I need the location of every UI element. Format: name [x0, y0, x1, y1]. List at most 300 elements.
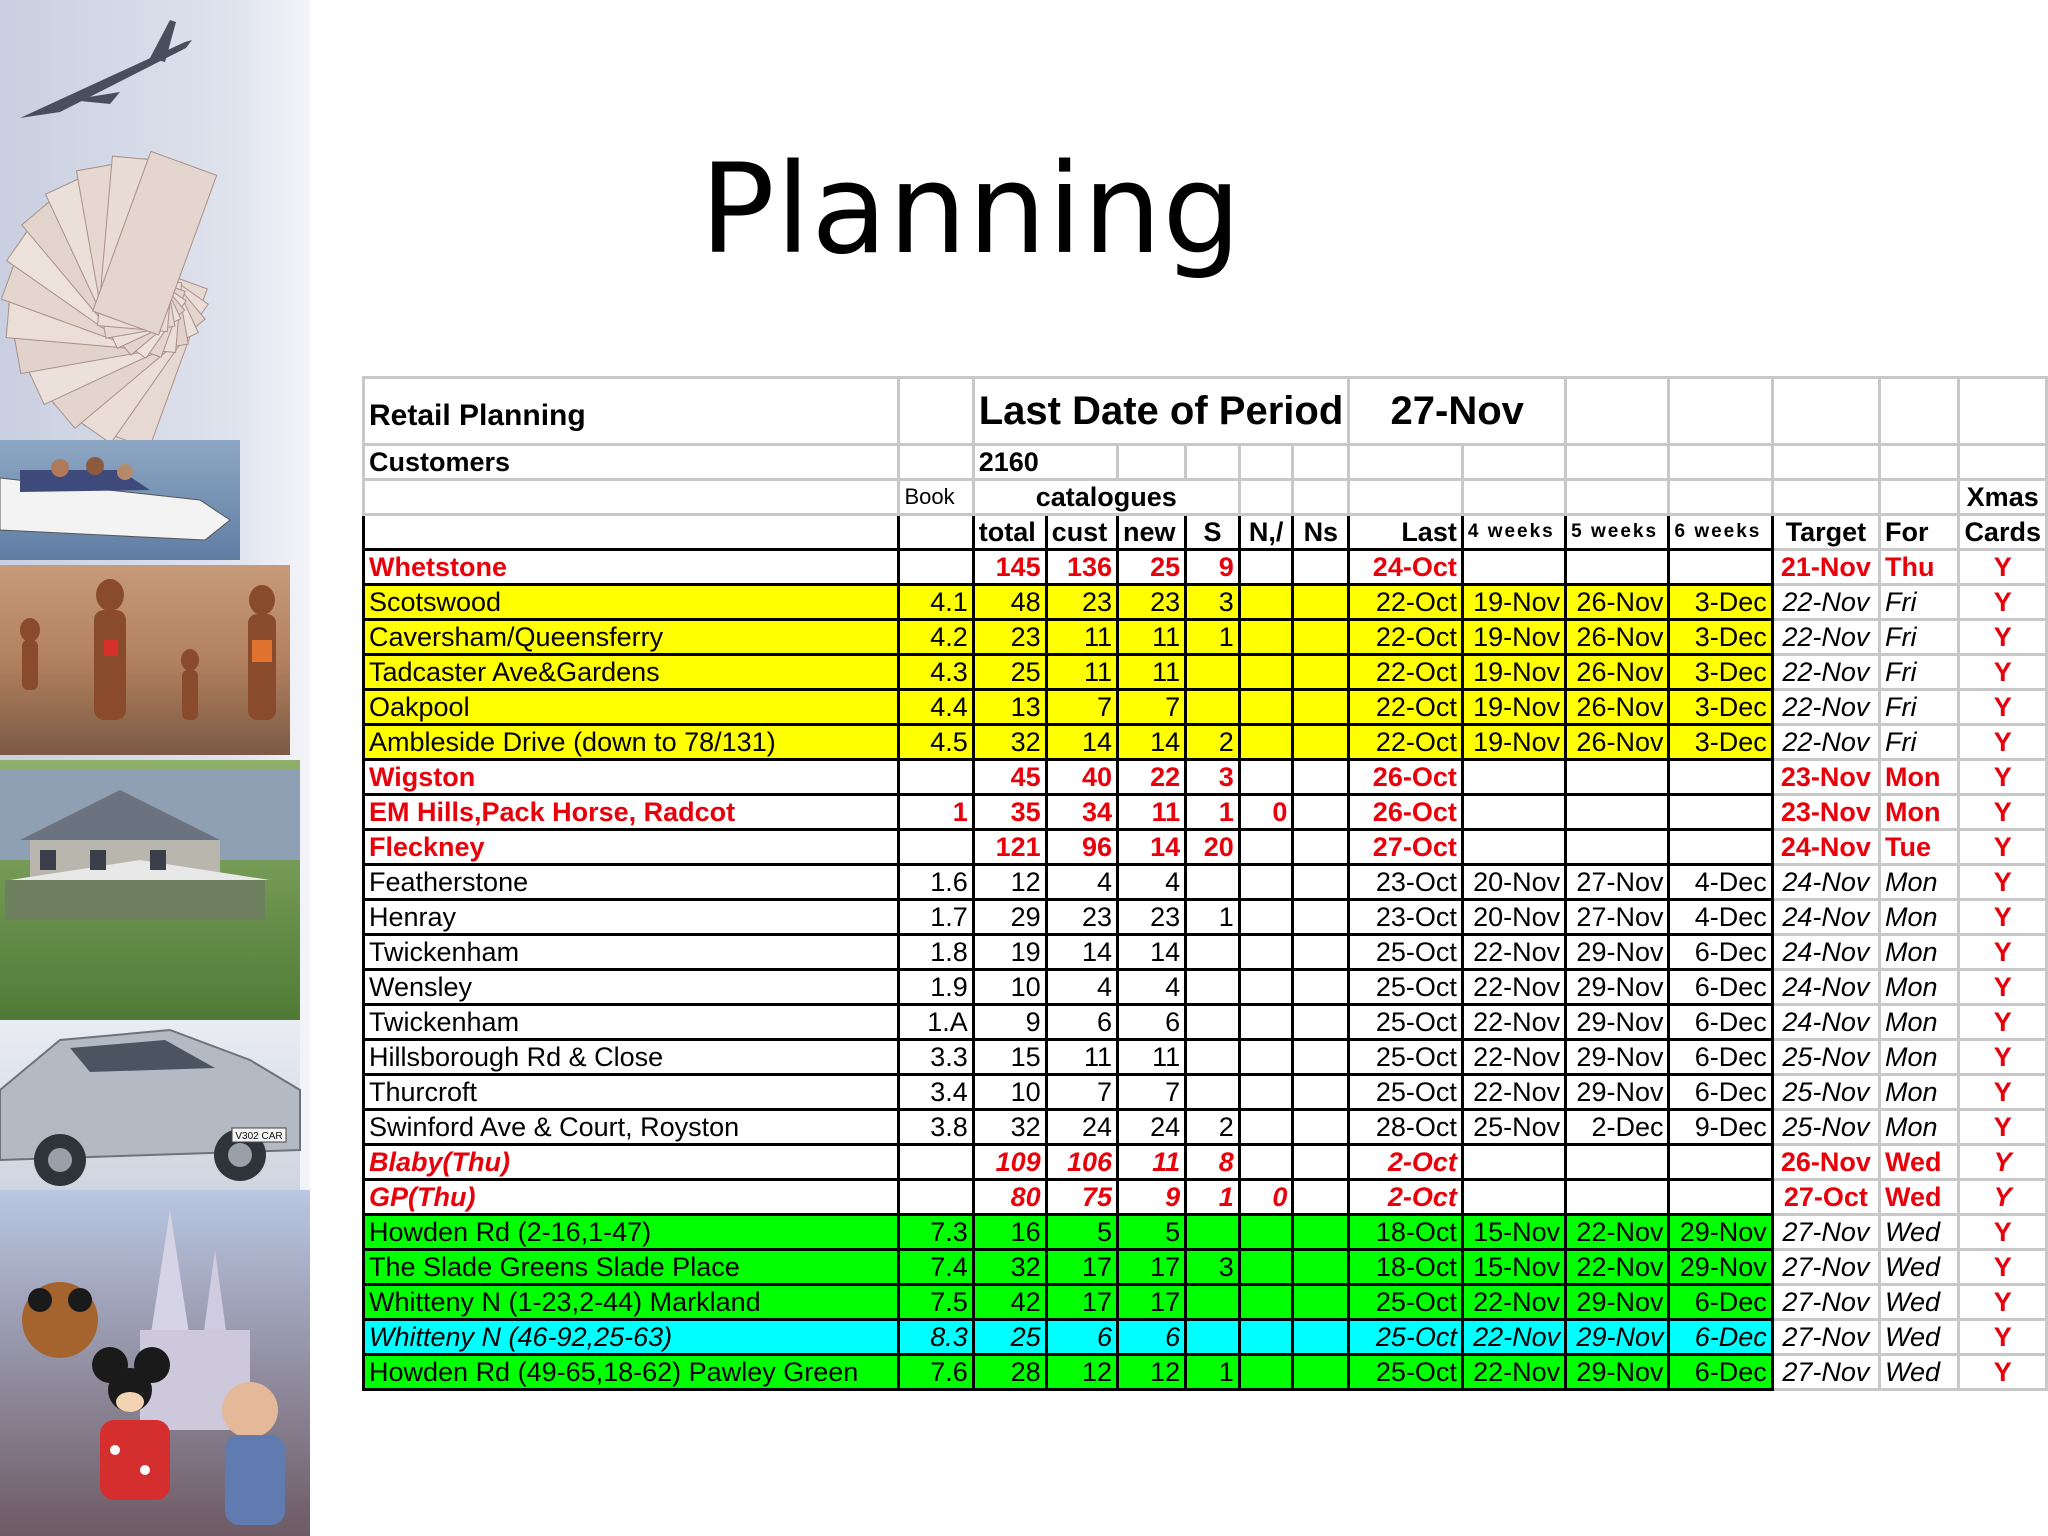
- col-new: new: [1118, 515, 1186, 550]
- table-row: [364, 1320, 2047, 1355]
- row-last: 27-Oct: [1349, 830, 1463, 865]
- row-xmas: Y: [1959, 1285, 2047, 1320]
- row-target: 27-Nov: [1772, 1320, 1879, 1355]
- row-ns: [1293, 1250, 1349, 1285]
- row-name: Whitteny N (46-92,25-63): [364, 1320, 899, 1355]
- row-n: [1239, 865, 1293, 900]
- row-6-weeks: 3-Dec: [1669, 585, 1772, 620]
- table-row: [364, 1110, 2047, 1145]
- row-ns: [1293, 865, 1349, 900]
- row-s: 1: [1186, 1355, 1240, 1390]
- row-last: 26-Oct: [1349, 795, 1463, 830]
- row-6-weeks: 9-Dec: [1669, 1110, 1772, 1145]
- row-book: 4.4: [899, 690, 973, 725]
- table-row: [364, 935, 2047, 970]
- table-row: [364, 900, 2047, 935]
- row-new: 6: [1118, 1320, 1186, 1355]
- row-xmas: Y: [1959, 655, 2047, 690]
- row-4-weeks: [1462, 795, 1565, 830]
- row-book: 7.6: [899, 1355, 973, 1390]
- row-xmas: Y: [1959, 1180, 2047, 1215]
- row-name: Hillsborough Rd & Close: [364, 1040, 899, 1075]
- row-name: Fleckney: [364, 830, 899, 865]
- row-cust: 40: [1046, 760, 1117, 795]
- row-xmas: Y: [1959, 795, 2047, 830]
- row-n: [1239, 1285, 1293, 1320]
- row-day: Wed: [1879, 1320, 1958, 1355]
- row-xmas: Y: [1959, 1005, 2047, 1040]
- row-total: 25: [973, 655, 1046, 690]
- row-5-weeks: 26-Nov: [1566, 725, 1669, 760]
- row-4-weeks: 20-Nov: [1462, 900, 1565, 935]
- row-4-weeks: [1462, 830, 1565, 865]
- row-total: 13: [973, 690, 1046, 725]
- row-xmas: Y: [1959, 620, 2047, 655]
- row-day: Mon: [1879, 935, 1958, 970]
- row-5-weeks: 29-Nov: [1566, 935, 1669, 970]
- row-name: Ambleside Drive (down to 78/131): [364, 725, 899, 760]
- row-cust: 6: [1046, 1005, 1117, 1040]
- row-last: 25-Oct: [1349, 935, 1463, 970]
- row-4-weeks: 19-Nov: [1462, 655, 1565, 690]
- row-n: [1239, 830, 1293, 865]
- row-target: 27-Nov: [1772, 1215, 1879, 1250]
- row-4-weeks: [1462, 550, 1565, 585]
- row-xmas: Y: [1959, 550, 2047, 585]
- row-last: 25-Oct: [1349, 1075, 1463, 1110]
- row-total: 45: [973, 760, 1046, 795]
- row-book: 1.6: [899, 865, 973, 900]
- row-s: [1186, 1040, 1240, 1075]
- row-xmas: Y: [1959, 970, 2047, 1005]
- col-for: For: [1879, 515, 1958, 550]
- row-target: 22-Nov: [1772, 725, 1879, 760]
- row-cust: 17: [1046, 1250, 1117, 1285]
- col-last: Last: [1349, 515, 1463, 550]
- row-xmas: Y: [1959, 760, 2047, 795]
- col-n: N,/: [1239, 515, 1293, 550]
- row-book: 1.8: [899, 935, 973, 970]
- row-total: 48: [973, 585, 1046, 620]
- row-cust: 11: [1046, 1040, 1117, 1075]
- row-new: 24: [1118, 1110, 1186, 1145]
- row-total: 25: [973, 1320, 1046, 1355]
- row-last: 25-Oct: [1349, 970, 1463, 1005]
- table-row: [364, 1145, 2047, 1180]
- row-s: 20: [1186, 830, 1240, 865]
- row-name: Wigston: [364, 760, 899, 795]
- row-4-weeks: 22-Nov: [1462, 970, 1565, 1005]
- row-book: 1.7: [899, 900, 973, 935]
- row-n: [1239, 550, 1293, 585]
- row-new: 17: [1118, 1285, 1186, 1320]
- row-s: [1186, 1075, 1240, 1110]
- row-6-weeks: 6-Dec: [1669, 1285, 1772, 1320]
- row-n: [1239, 1005, 1293, 1040]
- row-day: Fri: [1879, 620, 1958, 655]
- row-ns: [1293, 1145, 1349, 1180]
- row-new: 4: [1118, 865, 1186, 900]
- row-new: 9: [1118, 1180, 1186, 1215]
- row-name: Swinford Ave & Court, Royston: [364, 1110, 899, 1145]
- row-s: 2: [1186, 1110, 1240, 1145]
- row-ns: [1293, 795, 1349, 830]
- row-name: Whetstone: [364, 550, 899, 585]
- row-s: [1186, 1285, 1240, 1320]
- row-day: Mon: [1879, 1040, 1958, 1075]
- row-4-weeks: 25-Nov: [1462, 1110, 1565, 1145]
- row-last: 26-Oct: [1349, 760, 1463, 795]
- row-5-weeks: 29-Nov: [1566, 1355, 1669, 1390]
- row-s: 1: [1186, 1180, 1240, 1215]
- row-4-weeks: 22-Nov: [1462, 1320, 1565, 1355]
- row-n: [1239, 1320, 1293, 1355]
- row-last: 25-Oct: [1349, 1320, 1463, 1355]
- row-last: 25-Oct: [1349, 1285, 1463, 1320]
- table-row: [364, 620, 2047, 655]
- row-4-weeks: 15-Nov: [1462, 1215, 1565, 1250]
- row-s: [1186, 865, 1240, 900]
- row-6-weeks: 3-Dec: [1669, 690, 1772, 725]
- row-6-weeks: 6-Dec: [1669, 1005, 1772, 1040]
- row-s: [1186, 1320, 1240, 1355]
- row-target: 27-Oct: [1772, 1180, 1879, 1215]
- row-book: 8.3: [899, 1320, 973, 1355]
- row-name: Wensley: [364, 970, 899, 1005]
- row-book: 7.3: [899, 1215, 973, 1250]
- row-name: Howden Rd (49-65,18-62) Pawley Green: [364, 1355, 899, 1390]
- row-s: 9: [1186, 550, 1240, 585]
- col-5-weeks: 5 weeks: [1566, 515, 1669, 550]
- row-total: 109: [973, 1145, 1046, 1180]
- row-new: 22: [1118, 760, 1186, 795]
- row-day: Tue: [1879, 830, 1958, 865]
- row-xmas: Y: [1959, 1355, 2047, 1390]
- row-xmas: Y: [1959, 1040, 2047, 1075]
- row-ns: [1293, 1180, 1349, 1215]
- row-4-weeks: 22-Nov: [1462, 1005, 1565, 1040]
- row-target: 22-Nov: [1772, 620, 1879, 655]
- row-ns: [1293, 620, 1349, 655]
- row-day: Fri: [1879, 585, 1958, 620]
- row-new: 7: [1118, 690, 1186, 725]
- row-cust: 14: [1046, 725, 1117, 760]
- row-ns: [1293, 655, 1349, 690]
- row-last: 2-Oct: [1349, 1180, 1463, 1215]
- row-book: [899, 760, 973, 795]
- row-last: 25-Oct: [1349, 1040, 1463, 1075]
- row-new: 11: [1118, 1145, 1186, 1180]
- row-target: 24-Nov: [1772, 1005, 1879, 1040]
- row-total: 32: [973, 1110, 1046, 1145]
- row-total: 28: [973, 1355, 1046, 1390]
- row-cust: 5: [1046, 1215, 1117, 1250]
- row-n: [1239, 1215, 1293, 1250]
- row-target: 24-Nov: [1772, 865, 1879, 900]
- row-4-weeks: 19-Nov: [1462, 620, 1565, 655]
- row-xmas: Y: [1959, 865, 2047, 900]
- row-6-weeks: 3-Dec: [1669, 725, 1772, 760]
- table-row: [364, 1180, 2047, 1215]
- table-row: [364, 1250, 2047, 1285]
- row-target: 22-Nov: [1772, 585, 1879, 620]
- row-total: 121: [973, 830, 1046, 865]
- row-cust: 11: [1046, 655, 1117, 690]
- row-book: 1.9: [899, 970, 973, 1005]
- row-new: 23: [1118, 585, 1186, 620]
- row-ns: [1293, 1285, 1349, 1320]
- row-ns: [1293, 1075, 1349, 1110]
- row-total: 80: [973, 1180, 1046, 1215]
- row-n: [1239, 1250, 1293, 1285]
- row-total: 32: [973, 1250, 1046, 1285]
- row-last: 18-Oct: [1349, 1250, 1463, 1285]
- row-cust: 24: [1046, 1110, 1117, 1145]
- table-row: [364, 865, 2047, 900]
- row-cust: 11: [1046, 620, 1117, 655]
- country-house: [0, 770, 300, 920]
- row-day: Fri: [1879, 690, 1958, 725]
- row-day: Mon: [1879, 1075, 1958, 1110]
- row-5-weeks: [1566, 1145, 1669, 1180]
- row-ns: [1293, 1215, 1349, 1250]
- row-4-weeks: 19-Nov: [1462, 690, 1565, 725]
- row-book: [899, 1145, 973, 1180]
- col-target: Target: [1772, 515, 1879, 550]
- row-ns: [1293, 970, 1349, 1005]
- row-last: 22-Oct: [1349, 620, 1463, 655]
- row-new: 14: [1118, 725, 1186, 760]
- row-target: 23-Nov: [1772, 760, 1879, 795]
- row-day: Mon: [1879, 1110, 1958, 1145]
- row-n: [1239, 1040, 1293, 1075]
- row-cust: 7: [1046, 690, 1117, 725]
- row-5-weeks: [1566, 795, 1669, 830]
- row-new: 6: [1118, 1005, 1186, 1040]
- row-ns: [1293, 1320, 1349, 1355]
- row-n: [1239, 900, 1293, 935]
- col-cust: cust: [1046, 515, 1117, 550]
- row-s: 3: [1186, 585, 1240, 620]
- row-n: [1239, 725, 1293, 760]
- row-xmas: Y: [1959, 900, 2047, 935]
- row-book: 1: [899, 795, 973, 830]
- table-row: [364, 1075, 2047, 1110]
- row-cust: 23: [1046, 585, 1117, 620]
- row-name: Featherstone: [364, 865, 899, 900]
- row-xmas: Y: [1959, 585, 2047, 620]
- page-title: Planning: [700, 138, 1243, 282]
- row-xmas: Y: [1959, 1320, 2047, 1355]
- row-5-weeks: 22-Nov: [1566, 1215, 1669, 1250]
- row-6-weeks: 29-Nov: [1669, 1250, 1772, 1285]
- row-4-weeks: [1462, 1145, 1565, 1180]
- row-last: 22-Oct: [1349, 585, 1463, 620]
- row-ns: [1293, 760, 1349, 795]
- row-target: 25-Nov: [1772, 1110, 1879, 1145]
- row-n: [1239, 585, 1293, 620]
- row-target: 25-Nov: [1772, 1040, 1879, 1075]
- row-cust: 75: [1046, 1180, 1117, 1215]
- table-row: [364, 1355, 2047, 1390]
- row-total: 9: [973, 1005, 1046, 1040]
- row-s: 3: [1186, 760, 1240, 795]
- table-row: [364, 1215, 2047, 1250]
- row-book: 4.2: [899, 620, 973, 655]
- row-4-weeks: 22-Nov: [1462, 935, 1565, 970]
- row-new: 7: [1118, 1075, 1186, 1110]
- row-target: 26-Nov: [1772, 1145, 1879, 1180]
- row-target: 23-Nov: [1772, 795, 1879, 830]
- row-5-weeks: 27-Nov: [1566, 865, 1669, 900]
- row-new: 12: [1118, 1355, 1186, 1390]
- row-cust: 136: [1046, 550, 1117, 585]
- row-6-weeks: 4-Dec: [1669, 865, 1772, 900]
- table-row: [364, 830, 2047, 865]
- table-row: [364, 585, 2047, 620]
- row-4-weeks: 15-Nov: [1462, 1250, 1565, 1285]
- row-xmas: Y: [1959, 725, 2047, 760]
- row-6-weeks: [1669, 760, 1772, 795]
- row-name: The Slade Greens Slade Place: [364, 1250, 899, 1285]
- header-row-3: [364, 480, 2047, 515]
- table-row: [364, 1285, 2047, 1320]
- row-book: 4.3: [899, 655, 973, 690]
- row-book: 7.4: [899, 1250, 973, 1285]
- row-n: [1239, 620, 1293, 655]
- row-new: 14: [1118, 935, 1186, 970]
- period-value: 27-Nov: [1349, 378, 1566, 445]
- row-day: Mon: [1879, 900, 1958, 935]
- row-book: 4.1: [899, 585, 973, 620]
- row-5-weeks: [1566, 760, 1669, 795]
- row-target: 21-Nov: [1772, 550, 1879, 585]
- row-name: Thurcroft: [364, 1075, 899, 1110]
- row-target: 24-Nov: [1772, 935, 1879, 970]
- row-5-weeks: 26-Nov: [1566, 620, 1669, 655]
- table-row: [364, 1005, 2047, 1040]
- row-last: 28-Oct: [1349, 1110, 1463, 1145]
- row-target: 22-Nov: [1772, 655, 1879, 690]
- row-day: Wed: [1879, 1285, 1958, 1320]
- beach: [0, 565, 290, 755]
- row-new: 5: [1118, 1215, 1186, 1250]
- row-6-weeks: [1669, 1145, 1772, 1180]
- period-label: Last Date of Period: [973, 378, 1349, 445]
- table-row: [364, 760, 2047, 795]
- row-6-weeks: 6-Dec: [1669, 1075, 1772, 1110]
- row-name: Tadcaster Ave&Gardens: [364, 655, 899, 690]
- row-book: 4.5: [899, 725, 973, 760]
- row-4-weeks: [1462, 760, 1565, 795]
- row-cust: 34: [1046, 795, 1117, 830]
- row-5-weeks: 26-Nov: [1566, 585, 1669, 620]
- row-total: 35: [973, 795, 1046, 830]
- row-ns: [1293, 935, 1349, 970]
- row-cust: 14: [1046, 935, 1117, 970]
- row-4-weeks: 20-Nov: [1462, 865, 1565, 900]
- row-5-weeks: 29-Nov: [1566, 970, 1669, 1005]
- row-new: 23: [1118, 900, 1186, 935]
- table-row: [364, 795, 2047, 830]
- row-last: 24-Oct: [1349, 550, 1463, 585]
- row-total: 12: [973, 865, 1046, 900]
- row-ns: [1293, 550, 1349, 585]
- row-book: 3.4: [899, 1075, 973, 1110]
- row-n: [1239, 1145, 1293, 1180]
- row-day: Mon: [1879, 1005, 1958, 1040]
- row-book: 1.A: [899, 1005, 973, 1040]
- row-s: 1: [1186, 620, 1240, 655]
- col-ns: Ns: [1293, 515, 1349, 550]
- row-4-weeks: 19-Nov: [1462, 725, 1565, 760]
- row-total: 145: [973, 550, 1046, 585]
- col-6-weeks: 6 weeks: [1669, 515, 1772, 550]
- row-5-weeks: 29-Nov: [1566, 1320, 1669, 1355]
- row-6-weeks: 29-Nov: [1669, 1215, 1772, 1250]
- row-s: 1: [1186, 795, 1240, 830]
- row-total: 29: [973, 900, 1046, 935]
- row-s: [1186, 970, 1240, 1005]
- row-4-weeks: 22-Nov: [1462, 1075, 1565, 1110]
- row-name: Henray: [364, 900, 899, 935]
- row-book: [899, 1180, 973, 1215]
- row-book: 3.3: [899, 1040, 973, 1075]
- row-total: 16: [973, 1215, 1046, 1250]
- row-total: 32: [973, 725, 1046, 760]
- row-6-weeks: 6-Dec: [1669, 935, 1772, 970]
- row-5-weeks: 22-Nov: [1566, 1250, 1669, 1285]
- row-ns: [1293, 1110, 1349, 1145]
- row-name: Caversham/Queensferry: [364, 620, 899, 655]
- row-n: [1239, 1075, 1293, 1110]
- col-4-weeks: 4 weeks: [1462, 515, 1565, 550]
- row-cust: 23: [1046, 900, 1117, 935]
- row-s: [1186, 935, 1240, 970]
- row-xmas: Y: [1959, 830, 2047, 865]
- row-n: [1239, 655, 1293, 690]
- row-last: 22-Oct: [1349, 655, 1463, 690]
- row-cust: 106: [1046, 1145, 1117, 1180]
- row-last: 23-Oct: [1349, 865, 1463, 900]
- table-row: [364, 550, 2047, 585]
- row-n: [1239, 690, 1293, 725]
- row-day: Wed: [1879, 1250, 1958, 1285]
- row-n: [1239, 1355, 1293, 1390]
- row-6-weeks: [1669, 795, 1772, 830]
- customers-value: 2160: [973, 445, 1117, 480]
- row-book: [899, 550, 973, 585]
- row-n: 0: [1239, 1180, 1293, 1215]
- row-xmas: Y: [1959, 690, 2047, 725]
- row-5-weeks: 29-Nov: [1566, 1285, 1669, 1320]
- row-s: [1186, 690, 1240, 725]
- row-name: EM Hills,Pack Horse, Radcot: [364, 795, 899, 830]
- row-total: 10: [973, 970, 1046, 1005]
- row-last: 22-Oct: [1349, 725, 1463, 760]
- row-name: Scotswood: [364, 585, 899, 620]
- row-last: 25-Oct: [1349, 1005, 1463, 1040]
- row-s: [1186, 1005, 1240, 1040]
- row-ns: [1293, 900, 1349, 935]
- row-6-weeks: [1669, 830, 1772, 865]
- row-xmas: Y: [1959, 1215, 2047, 1250]
- row-ns: [1293, 1040, 1349, 1075]
- row-last: 2-Oct: [1349, 1145, 1463, 1180]
- row-last: 23-Oct: [1349, 900, 1463, 935]
- row-day: Wed: [1879, 1355, 1958, 1390]
- row-xmas: Y: [1959, 935, 2047, 970]
